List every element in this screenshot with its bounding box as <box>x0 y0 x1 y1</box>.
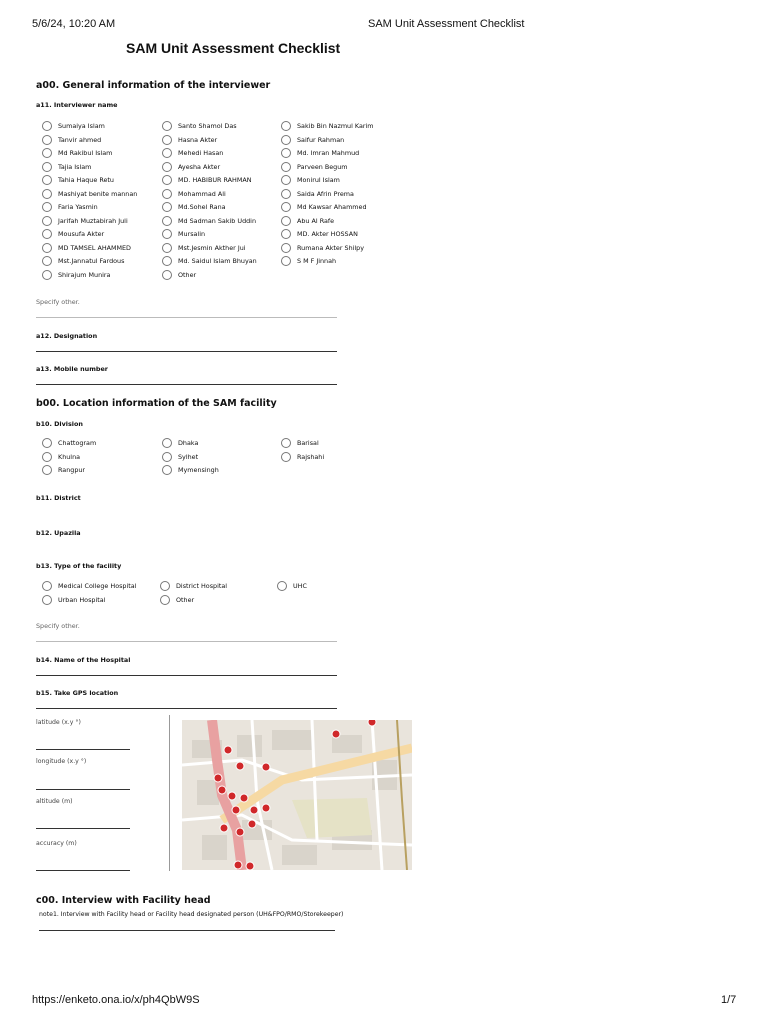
question-b12-label[interactable]: b12. Upazila <box>36 529 81 537</box>
radio-option-label: Barisal <box>297 439 319 447</box>
radio-option-label: Md Sadman Sakib Uddin <box>178 216 257 225</box>
radio-button[interactable] <box>281 452 291 462</box>
radio-option-label: Md. Imran Mahmud <box>297 149 360 157</box>
radio-option[interactable] <box>281 452 324 462</box>
radio-button[interactable] <box>162 243 172 253</box>
radio-button[interactable] <box>162 256 172 266</box>
radio-option[interactable] <box>281 243 364 253</box>
altitude-label: altitude (m) <box>36 798 73 805</box>
radio-option-label: Rangpur <box>58 466 86 474</box>
radio-option[interactable] <box>42 452 80 462</box>
radio-button[interactable] <box>160 581 170 591</box>
radio-button[interactable] <box>42 121 52 131</box>
question-b15-label: b15. Take GPS location <box>36 689 119 697</box>
radio-option[interactable] <box>281 202 367 212</box>
radio-option-label: Ayesha Akter <box>178 162 221 171</box>
radio-button[interactable] <box>42 256 52 266</box>
radio-option[interactable] <box>162 175 252 185</box>
radio-option-label: Md Rakibul Islam <box>58 149 113 157</box>
longitude-label: longitude (x.y °) <box>36 758 87 765</box>
radio-option[interactable] <box>42 465 85 475</box>
gps-question-divider <box>36 708 337 709</box>
radio-option-label: Mashiyat benite mannan <box>58 189 138 198</box>
radio-option[interactable] <box>281 189 354 199</box>
radio-option[interactable] <box>281 256 336 266</box>
radio-option[interactable] <box>162 243 246 253</box>
question-a12-label: a12. Designation <box>36 332 98 340</box>
gps-location-map[interactable] <box>182 720 412 870</box>
radio-option-label: Mousufa Akter <box>58 230 105 238</box>
mobile-number-input[interactable] <box>36 384 337 385</box>
radio-option-label: Saifur Rahman <box>297 135 345 144</box>
radio-option-label: Khulna <box>58 452 81 461</box>
radio-option[interactable] <box>281 229 358 239</box>
radio-button[interactable] <box>281 216 291 226</box>
radio-option-label: Md. Saidul Islam Bhuyan <box>178 257 257 265</box>
question-b10-label: b10. Division <box>36 420 83 428</box>
radio-option[interactable] <box>160 595 194 605</box>
radio-option-label: Saida Afrin Prema <box>297 189 354 198</box>
radio-button[interactable] <box>277 581 287 591</box>
radio-option-label: Md Kawsar Ahammed <box>297 203 367 211</box>
radio-option-label: Sakib Bin Nazmul Karim <box>297 122 374 130</box>
radio-button[interactable] <box>162 162 172 172</box>
radio-button[interactable] <box>162 438 172 448</box>
question-a13-label: a13. Mobile number <box>36 365 108 373</box>
a11-specify-other-label: Specify other. <box>36 298 80 306</box>
radio-option[interactable] <box>42 175 114 185</box>
designation-input[interactable] <box>36 351 337 352</box>
radio-option[interactable] <box>281 438 319 448</box>
longitude-input[interactable] <box>36 789 130 790</box>
radio-option[interactable] <box>42 216 128 226</box>
radio-option[interactable] <box>277 581 307 591</box>
radio-button[interactable] <box>281 175 291 185</box>
radio-option-label: Santo Shamol Das <box>178 122 237 130</box>
radio-option[interactable] <box>42 438 96 448</box>
radio-option[interactable] <box>42 256 124 266</box>
section-b00-title: b00. Location information of the SAM facility <box>36 398 277 409</box>
radio-button[interactable] <box>42 162 52 172</box>
radio-button[interactable] <box>281 189 291 199</box>
radio-button[interactable] <box>281 148 291 158</box>
radio-option-label: Parveen Begum <box>297 162 348 171</box>
radio-option[interactable] <box>281 216 334 226</box>
radio-button[interactable] <box>42 189 52 199</box>
print-page-number: 1/7 <box>721 994 737 1006</box>
radio-option[interactable] <box>281 148 359 158</box>
b13-specify-other-input[interactable] <box>36 641 337 642</box>
radio-option[interactable] <box>42 148 112 158</box>
radio-button[interactable] <box>162 148 172 158</box>
radio-option-label: Tajia Islam <box>58 162 92 171</box>
radio-option[interactable] <box>42 202 98 212</box>
radio-option[interactable] <box>162 121 237 131</box>
latitude-label: latitude (x.y °) <box>36 719 81 726</box>
radio-option-label: S M F Jinnah <box>297 257 337 265</box>
note1-divider <box>39 930 335 931</box>
radio-button[interactable] <box>281 121 291 131</box>
radio-button[interactable] <box>42 175 52 185</box>
radio-option-label: Tanvir ahmed <box>58 135 102 144</box>
radio-option-label: Tahia Haque Retu <box>58 176 114 184</box>
radio-option-label: District Hospital <box>176 582 228 590</box>
radio-button[interactable] <box>42 229 52 239</box>
radio-button[interactable] <box>42 581 52 591</box>
radio-button[interactable] <box>42 465 52 475</box>
radio-option[interactable] <box>162 202 226 212</box>
b13-specify-other-label: Specify other. <box>36 622 80 630</box>
note1-text: note1. Interview with Facility head or Facility head designated person (UH&FPO/RMO/Storekeeper) <box>39 911 344 918</box>
radio-option-label: MD. HABIBUR RAHMAN <box>178 176 252 184</box>
question-b11-label[interactable]: b11. District <box>36 494 81 502</box>
section-a00-title: a00. General information of the interviewer <box>36 80 271 91</box>
radio-option-label: Rumana Akter Shilpy <box>297 243 365 252</box>
radio-button[interactable] <box>281 162 291 172</box>
question-b14-label: b14. Name of the Hospital <box>36 656 131 664</box>
accuracy-label: accuracy (m) <box>36 840 77 847</box>
radio-option-label: Md.Sohel Rana <box>178 203 226 211</box>
radio-option[interactable] <box>281 121 374 131</box>
radio-option[interactable] <box>162 438 198 448</box>
radio-option[interactable] <box>281 162 348 172</box>
radio-option-label: Mehedi Hasan <box>178 149 224 157</box>
radio-option-label: Monirul Islam <box>297 176 340 184</box>
radio-option[interactable] <box>42 595 105 605</box>
radio-option-label: Hasna Akter <box>178 135 218 144</box>
radio-button[interactable] <box>42 438 52 448</box>
question-b13-label: b13. Type of the facility <box>36 562 122 570</box>
radio-button[interactable] <box>281 256 291 266</box>
radio-button[interactable] <box>160 595 170 605</box>
radio-option-label: Medical College Hospital <box>58 582 137 590</box>
radio-button[interactable] <box>42 202 52 212</box>
radio-option[interactable] <box>162 229 205 239</box>
question-a11-label: a11. Interviewer name <box>36 101 118 109</box>
radio-option[interactable] <box>162 465 219 475</box>
hospital-name-input[interactable] <box>36 675 337 676</box>
radio-option[interactable] <box>162 162 220 172</box>
radio-option[interactable] <box>162 216 256 226</box>
radio-option-label: Faria Yasmin <box>58 203 98 211</box>
radio-button[interactable] <box>42 243 52 253</box>
radio-option[interactable] <box>42 229 104 239</box>
radio-option[interactable] <box>42 243 131 253</box>
form-title: SAM Unit Assessment Checklist <box>126 40 341 56</box>
radio-button[interactable] <box>162 189 172 199</box>
print-url: https://enketo.ona.io/x/ph4QbW9S <box>32 994 200 1006</box>
radio-button[interactable] <box>42 270 52 280</box>
radio-button[interactable] <box>281 135 291 145</box>
radio-option[interactable] <box>42 270 110 280</box>
radio-button[interactable] <box>162 216 172 226</box>
radio-option-label: Mymensingh <box>178 466 219 474</box>
radio-button[interactable] <box>281 243 291 253</box>
radio-option[interactable] <box>162 148 223 158</box>
radio-option[interactable] <box>42 189 137 199</box>
radio-option-label: Mursalin <box>178 230 206 238</box>
print-page-title: SAM Unit Assessment Checklist <box>368 18 525 30</box>
gps-vertical-divider <box>169 715 170 871</box>
radio-option-label: Mst.Jesmin Akther Jui <box>178 243 246 252</box>
radio-button[interactable] <box>42 148 52 158</box>
radio-button[interactable] <box>42 135 52 145</box>
radio-option[interactable] <box>162 452 198 462</box>
radio-option[interactable] <box>281 175 340 185</box>
radio-option-label: Mohammad Ali <box>178 189 226 198</box>
radio-button[interactable] <box>42 452 52 462</box>
radio-option[interactable] <box>42 121 105 131</box>
radio-option[interactable] <box>162 189 226 199</box>
radio-option-label: Urban Hospital <box>58 595 106 604</box>
radio-option-label: Rajshahi <box>297 452 325 461</box>
radio-option-label: Shirajum Munira <box>58 270 111 279</box>
altitude-input[interactable] <box>36 828 130 829</box>
radio-option-label: Abu Al Rafe <box>297 216 335 225</box>
radio-button[interactable] <box>162 452 172 462</box>
radio-option-label: Sumaiya Islam <box>58 122 105 130</box>
radio-button[interactable] <box>162 175 172 185</box>
radio-option[interactable] <box>42 135 101 145</box>
radio-button[interactable] <box>162 229 172 239</box>
radio-option-label: Other <box>178 270 197 279</box>
radio-button[interactable] <box>281 202 291 212</box>
radio-option[interactable] <box>162 256 257 266</box>
radio-option-label: Other <box>176 595 195 604</box>
radio-button[interactable] <box>162 202 172 212</box>
a11-specify-other-input[interactable] <box>36 317 337 318</box>
radio-button[interactable] <box>42 216 52 226</box>
radio-button[interactable] <box>42 595 52 605</box>
radio-button[interactable] <box>162 135 172 145</box>
radio-option-label: Jarifah Muztabirah Juli <box>58 216 128 225</box>
radio-button[interactable] <box>281 438 291 448</box>
radio-option[interactable] <box>162 135 217 145</box>
radio-option-label: Chattogram <box>58 439 97 447</box>
latitude-input[interactable] <box>36 749 130 750</box>
radio-option[interactable] <box>162 270 196 280</box>
radio-option-label: MD TAMSEL AHAMMED <box>58 243 131 252</box>
radio-option[interactable] <box>281 135 344 145</box>
radio-option[interactable] <box>42 162 91 172</box>
map-tiles[interactable] <box>182 720 412 870</box>
radio-option-label: Mst.Jannatul Fardous <box>58 257 125 265</box>
radio-button[interactable] <box>281 229 291 239</box>
section-c00-title: c00. Interview with Facility head <box>36 895 211 906</box>
radio-option-label: Sylhet <box>178 452 199 461</box>
print-date: 5/6/24, 10:20 AM <box>32 18 116 30</box>
accuracy-input[interactable] <box>36 870 130 871</box>
radio-option-label: UHC <box>293 582 307 590</box>
radio-option-label: MD. Akter HOSSAN <box>297 230 358 238</box>
radio-option-label: Dhaka <box>178 439 199 447</box>
radio-button[interactable] <box>162 465 172 475</box>
radio-button[interactable] <box>162 121 172 131</box>
radio-option[interactable] <box>42 581 136 591</box>
radio-option[interactable] <box>160 581 227 591</box>
radio-button[interactable] <box>162 270 172 280</box>
